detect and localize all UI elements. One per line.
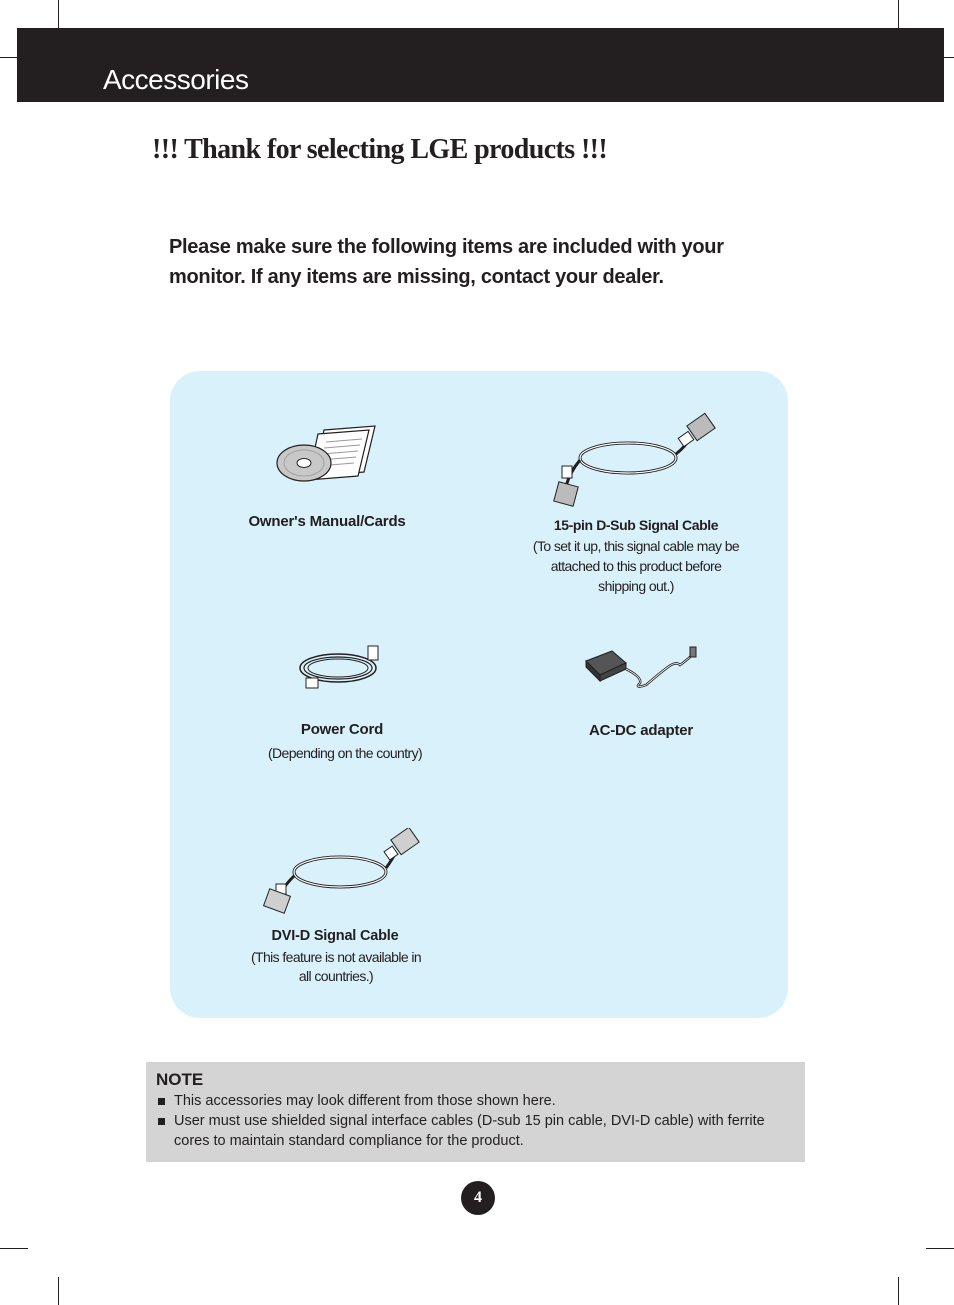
item-note-power-cord: (Depending on the country) (267, 745, 423, 761)
note-item (156, 1111, 796, 1151)
note-box (146, 1062, 805, 1162)
item-note-line: shipping out.) (598, 578, 674, 594)
item-title-manual: Owner's Manual/Cards (248, 513, 406, 530)
dvi-cable-icon (262, 828, 420, 916)
page-number: 4 (461, 1181, 495, 1215)
intro-line-2: monitor. If any items are missing, contact your dealer. (169, 266, 664, 288)
note-list (156, 1091, 796, 1151)
crop-mark (0, 1248, 28, 1249)
crop-mark (944, 57, 954, 58)
item-note-dvi (226, 947, 446, 986)
item-note-line: attached to this product before (550, 558, 722, 574)
item-note-line: all countries.) (298, 968, 374, 984)
note-text: This accessories may look different from those shown here. (174, 1093, 556, 1109)
thank-you-heading: !!! Thank for selecting LGE products !!! (152, 134, 608, 165)
ac-dc-adapter-icon (582, 643, 704, 691)
crop-mark (898, 0, 899, 28)
note-item (156, 1091, 796, 1111)
crop-mark (898, 1277, 899, 1305)
item-title-power-cord: Power Cord (300, 721, 384, 738)
bullet-icon (158, 1098, 165, 1105)
item-title-adapter: AC-DC adapter (588, 722, 694, 739)
item-title-dvi: DVI-D Signal Cable (271, 928, 399, 944)
intro-text (169, 232, 789, 292)
item-title-dsub: 15-pin D-Sub Signal Cable (553, 517, 719, 533)
intro-line-1: Please make sure the following items are included with your (169, 236, 724, 258)
header-bar (17, 28, 944, 102)
manual-cd-icon (272, 420, 382, 488)
item-note-dsub (515, 536, 757, 596)
crop-mark (58, 1277, 59, 1305)
dsub-cable-icon (550, 410, 720, 508)
bullet-icon (158, 1118, 165, 1125)
item-note-line: (To set it up, this signal cable may be (532, 538, 740, 554)
page-title: Accessories (103, 64, 249, 95)
note-heading: NOTE (156, 1070, 204, 1089)
crop-mark (58, 0, 59, 28)
item-note-line: (This feature is not available in (250, 949, 422, 965)
note-text: User must use shielded signal interface cables (D-sub 15 pin cable, DVI-D cable) with ferrite cores to maintain standard compliance for the product. (174, 1113, 765, 1149)
crop-mark (926, 1248, 954, 1249)
crop-mark (0, 57, 17, 58)
power-cord-icon (296, 640, 386, 692)
